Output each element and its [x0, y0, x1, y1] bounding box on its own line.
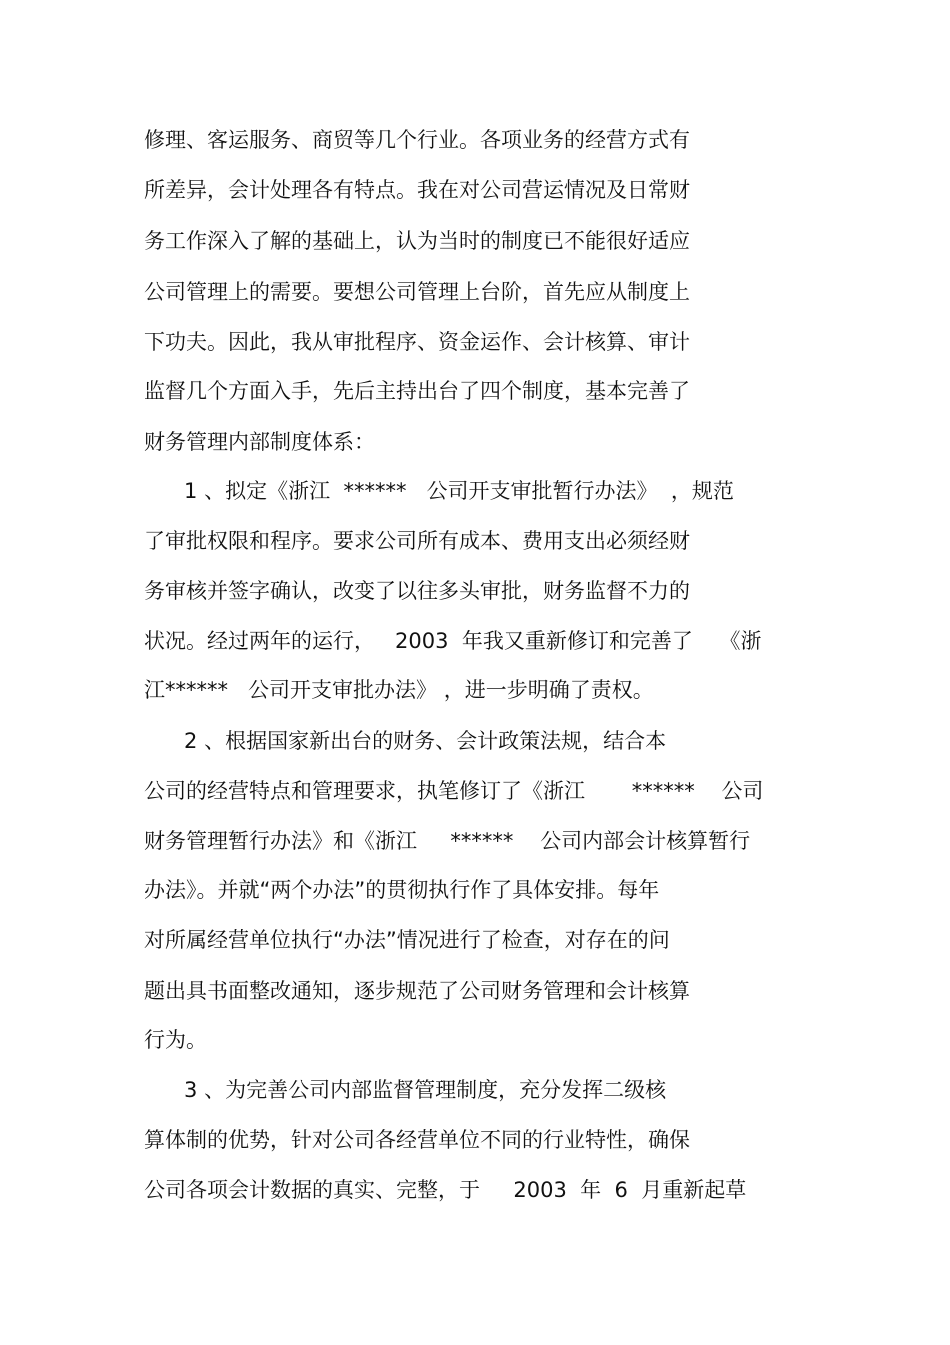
- text-line: 公司各项会计数据的真实、完整，于 2003 年 6 月重新起草: [144, 1178, 747, 1202]
- text-line: 了审批权限和程序。要求公司所有成本、费用支出必须经财: [144, 529, 690, 553]
- text-line: 行为。: [144, 1028, 207, 1052]
- text-line: 所差异，会计处理各有特点。我在对公司营运情况及日常财: [144, 178, 690, 202]
- text-line: 务审核并签字确认，改变了以往多头审批，财务监督不力的: [144, 579, 690, 603]
- text-line: 公司的经营特点和管理要求，执笔修订了《浙江 ****** 公司: [144, 779, 764, 803]
- text-line: 公司管理上的需要。要想公司管理上台阶，首先应从制度上: [144, 280, 690, 304]
- text-line: 2 、根据国家新出台的财务、会计政策法规，结合本: [144, 729, 667, 753]
- text-line: 江****** 公司开支审批办法》 ，进一步明确了责权。: [144, 678, 654, 702]
- text-line: 财务管理暂行办法》和《浙江 ****** 公司内部会计核算暂行: [144, 829, 751, 853]
- text-line: 1 、拟定《浙江 ****** 公司开支审批暂行办法》 ，规范: [144, 479, 734, 503]
- text-line: 题出具书面整改通知，逐步规范了公司财务管理和会计核算: [144, 979, 690, 1003]
- text-line: 对所属经营单位执行“办法”情况进行了检查，对存在的问: [144, 928, 670, 952]
- text-line: 状况。经过两年的运行， 2003 年我又重新修订和完善了 《浙: [144, 629, 762, 653]
- text-line: 办法》。并就“两个办法”的贯彻执行作了具体安排。每年: [144, 878, 660, 902]
- text-line: 务工作深入了解的基础上，认为当时的制度已不能很好适应: [144, 229, 690, 253]
- text-line: 算体制的优势，针对公司各经营单位不同的行业特性，确保: [144, 1128, 690, 1152]
- text-line: 下功夫。因此，我从审批程序、资金运作、会计核算、审计: [144, 330, 690, 354]
- text-line: 监督几个方面入手，先后主持出台了四个制度，基本完善了: [144, 379, 690, 403]
- text-line: 3 、为完善公司内部监督管理制度，充分发挥二级核: [144, 1078, 667, 1102]
- text-line: 修理、客运服务、商贸等几个行业。各项业务的经营方式有: [144, 128, 690, 152]
- text-line: 财务管理内部制度体系：: [144, 430, 375, 454]
